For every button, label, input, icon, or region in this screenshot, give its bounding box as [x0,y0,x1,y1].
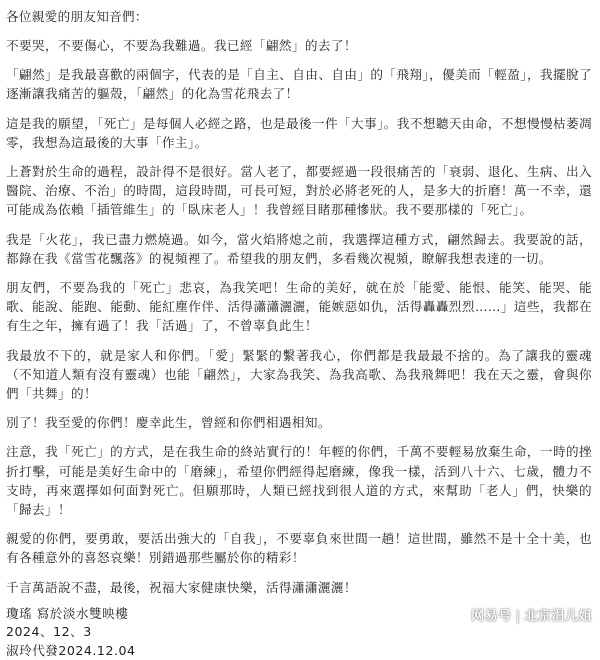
watermark-separator: | [515,609,521,624]
letter [6,7,592,660]
letter-greeting: 各位親愛的朋友知音們： [6,9,148,24]
letter-paragraph: 別了！我至愛的你們！慶幸此生，曾經和你們相遇相知。 [6,415,331,431]
letter-paragraph: 親愛的你們，要勇敢，要活出強大的「自我」，不要辜負來世間一趟！這世間，雖然不是十全十美，也有各種意外的喜怒哀樂！別錯過那些屬於你的精彩！ [6,531,592,566]
letter-paragraph: 注意，我「死亡」的方式，是在我生命的終站實行的！年輕的你們，千萬不要輕易放棄生命，一時的挫折打擊，可能是美好生命中的「磨練」，希望你們經得起磨練，像我一樣，活到八十六、七歲，體力不支時，再來選擇如何面對死亡。但願那時，人類已經找到很人道的方式，來幫助「老人」們，快樂的「歸去」！ [6,444,592,518]
letter-paragraph: 這是我的願望，「死亡」是每個人必經之路，也是最後一件「大事」。我不想聽天由命，不想慢慢枯萎凋零，我想為這最後的大事「作主」。 [6,115,592,150]
posted-by-line: 淑玲代發2024.12.04 [6,642,136,658]
letter-paragraph: 我是「火花」，我已盡力燃燒過。如今，當火焰將熄之前，我選擇這種方式，翩然歸去。我要說的話，都錄在我《當雪花飄落》的視頻裡了。希望我的朋友們，多看幾次視頻，瞭解我想表達的一切。 [6,231,592,266]
letter-paragraph: 「翩然」是我最喜歡的兩個字，代表的是「自主、自由、自由」的「飛翔」，優美而「輕盈」，我擺脫了逐漸讓我痛苦的軀殼，「翩然」的化為雪花飛去了！ [6,67,592,102]
letter-paragraph: 上蒼對於生命的過程，設計得不是很好。當人老了，都要經過一段很痛苦的「衰弱、退化、生病、出入醫院、治療、不治」的時間，這段時間，可長可短，對於必將老死的人，是多大的折磨！萬一不幸，還可能成為依賴「插管維生」的「臥床老人」！我曾經目睹那種慘狀。我不要那樣的「死亡」。 [6,164,592,218]
watermark-account: 北京涓儿姐 [524,609,592,624]
signature-author: 瓊瑤 寫於淡水雙映樓 [6,605,129,621]
watermark-site: 网易号 [471,609,512,624]
signature-date: 2024、12、3 [6,624,92,640]
letter-paragraph: 我最放不下的，就是家人和你們。「愛」緊緊的繫著我心，你們都是我最最不捨的。為了讓我的靈魂（不知道人類有沒有靈魂）也能「翩然」，大家為我笑、為我高歌、為我飛舞吧！我在天之靈，會與你們「共舞」的！ [6,347,592,402]
source-watermark [471,605,592,624]
letter-paragraph: 不要哭，不要傷心，不要為我難過。我已經「翩然」的去了！ [6,38,357,53]
letter-paragraph: 朋友們，不要為我的「死亡」悲哀，為我笑吧！生命的美好，就在於「能愛、能恨、能笑、能哭、能歌、能說、能跑、能動、能紅塵作伴、活得瀟瀟灑灑，能嫉惡如仇，活得轟轟烈烈……」這些，我都在有生之年，擁有過了！我「活過」了，不曾辜負此生！ [6,280,592,334]
letter-paragraph: 千言萬語說不盡，最後，祝福大家健康快樂，活得瀟瀟灑灑！ [6,579,357,595]
